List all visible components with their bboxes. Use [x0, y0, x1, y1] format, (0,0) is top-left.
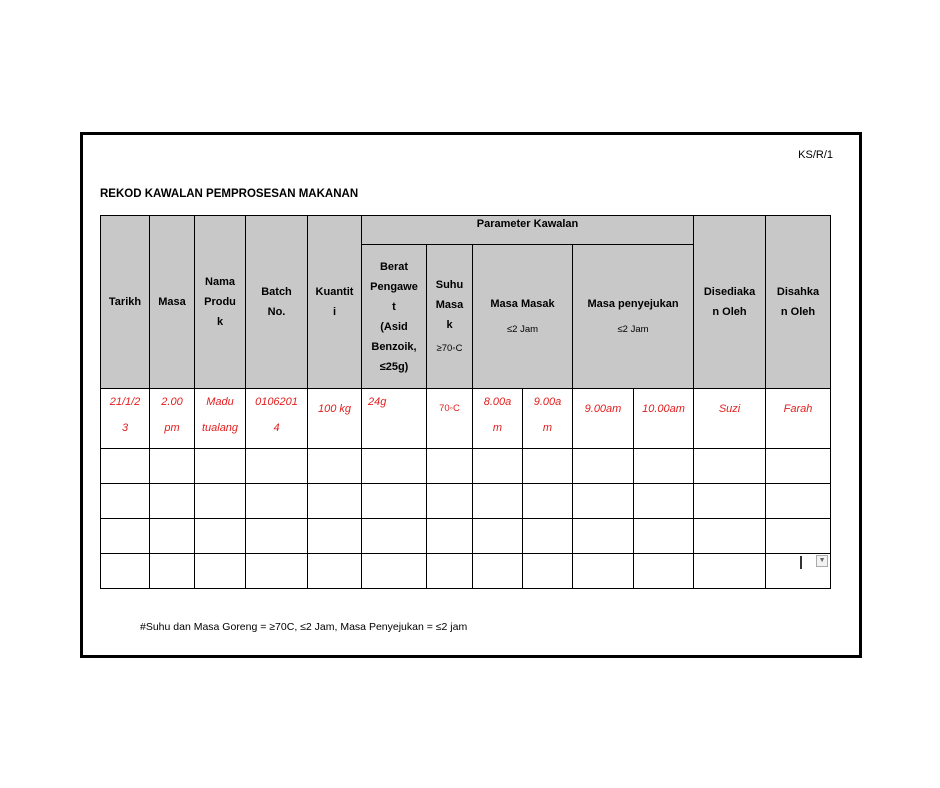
empty-cell[interactable] — [246, 449, 308, 484]
parameter-kawalan-header: Parameter Kawalan — [362, 216, 694, 245]
empty-cell[interactable] — [694, 554, 766, 589]
form-sheet — [80, 132, 862, 658]
col-disediakan-header: Disediaka n Oleh — [694, 216, 766, 389]
cell-disediakan[interactable]: Suzi — [694, 389, 766, 449]
cell-batch[interactable]: 0106201 4 — [246, 389, 308, 449]
cell-masak-mula[interactable]: 8.00a m — [473, 389, 523, 449]
cell-tarikh[interactable]: 21/1/2 3 — [101, 389, 150, 449]
empty-cell[interactable] — [150, 554, 195, 589]
document-code: KS/R/1 — [798, 149, 833, 161]
col-masa-penyejukan-header: Masa penyejukan ≤2 Jam — [573, 245, 694, 389]
col-kuantiti-header: Kuantit i — [308, 216, 362, 389]
empty-cell[interactable] — [573, 484, 634, 519]
col-berat-pengawet-header: Berat Pengawe t (Asid Benzoik, ≤25g) — [362, 245, 427, 389]
empty-cell[interactable] — [634, 484, 694, 519]
empty-cell[interactable] — [473, 449, 523, 484]
empty-cell[interactable] — [101, 519, 150, 554]
empty-cell[interactable] — [766, 519, 831, 554]
empty-cell[interactable] — [246, 554, 308, 589]
empty-cell[interactable] — [101, 554, 150, 589]
empty-cell[interactable] — [694, 484, 766, 519]
empty-cell[interactable] — [523, 519, 573, 554]
col-batch-header: Batch No. — [246, 216, 308, 389]
empty-cell[interactable] — [362, 519, 427, 554]
table-row — [101, 554, 831, 589]
empty-cell[interactable] — [246, 484, 308, 519]
empty-cell[interactable] — [308, 449, 362, 484]
empty-cell[interactable] — [634, 449, 694, 484]
col-masa-masak-header: Masa Masak ≤2 Jam — [473, 245, 573, 389]
cell-masak-akhir[interactable]: 9.00a m — [523, 389, 573, 449]
empty-cell[interactable] — [362, 554, 427, 589]
cell-berat[interactable]: 24g — [362, 389, 427, 449]
cell-disahkan[interactable]: Farah — [766, 389, 831, 449]
empty-cell[interactable] — [634, 519, 694, 554]
empty-cell[interactable] — [308, 484, 362, 519]
empty-cell[interactable] — [694, 519, 766, 554]
empty-cell[interactable] — [766, 484, 831, 519]
page-title: REKOD KAWALAN PEMPROSESAN MAKANAN — [100, 188, 359, 200]
empty-cell[interactable] — [573, 449, 634, 484]
cell-suhu[interactable]: 70◦C — [427, 389, 473, 449]
empty-cell[interactable] — [101, 449, 150, 484]
empty-cell[interactable] — [766, 449, 831, 484]
empty-cell[interactable] — [308, 519, 362, 554]
empty-cell[interactable] — [523, 484, 573, 519]
cell-sejuk-mula[interactable]: 9.00am — [573, 389, 634, 449]
empty-cell[interactable] — [195, 484, 246, 519]
cell-sejuk-akhir[interactable]: 10.00am — [634, 389, 694, 449]
empty-cell[interactable] — [427, 519, 473, 554]
empty-cell[interactable] — [473, 519, 523, 554]
empty-cell[interactable] — [101, 484, 150, 519]
empty-cell[interactable] — [150, 519, 195, 554]
col-suhu-masak-header: Suhu Masa k ≥70◦C — [427, 245, 473, 389]
empty-cell[interactable] — [195, 449, 246, 484]
col-nama-produk-header: Nama Produ k — [195, 216, 246, 389]
active-cell[interactable] — [766, 554, 831, 589]
table-row — [101, 449, 831, 484]
empty-cell[interactable] — [523, 449, 573, 484]
empty-cell[interactable] — [523, 554, 573, 589]
empty-cell[interactable] — [195, 554, 246, 589]
empty-cell[interactable] — [473, 554, 523, 589]
text-cursor — [800, 556, 802, 569]
empty-cell[interactable] — [573, 519, 634, 554]
empty-cell[interactable] — [573, 554, 634, 589]
table-row — [101, 519, 831, 554]
footnote: #Suhu dan Masa Goreng = ≥70C, ≤2 Jam, Masa Penyejukan = ≤2 jam — [140, 621, 468, 633]
empty-cell[interactable] — [195, 519, 246, 554]
cell-masa[interactable]: 2.00 pm — [150, 389, 195, 449]
empty-cell[interactable] — [473, 484, 523, 519]
cell-produk[interactable]: Madu tualang — [195, 389, 246, 449]
empty-cell[interactable] — [427, 554, 473, 589]
dropdown-arrow-icon[interactable]: ▼ — [816, 555, 828, 567]
empty-cell[interactable] — [694, 449, 766, 484]
empty-cell[interactable] — [634, 554, 694, 589]
control-record-table — [100, 215, 831, 589]
empty-cell[interactable] — [427, 449, 473, 484]
col-disahkan-header: Disahka n Oleh — [766, 216, 831, 389]
empty-cell[interactable] — [308, 554, 362, 589]
table-row — [101, 389, 831, 449]
empty-cell[interactable] — [246, 519, 308, 554]
col-tarikh-header: Tarikh — [101, 216, 150, 389]
empty-cell[interactable] — [362, 484, 427, 519]
table-row — [101, 484, 831, 519]
col-masa-header: Masa — [150, 216, 195, 389]
empty-cell[interactable] — [150, 484, 195, 519]
empty-cell[interactable] — [362, 449, 427, 484]
empty-cell[interactable] — [150, 449, 195, 484]
cell-kuantiti[interactable]: 100 kg — [308, 389, 362, 449]
empty-cell[interactable] — [427, 484, 473, 519]
